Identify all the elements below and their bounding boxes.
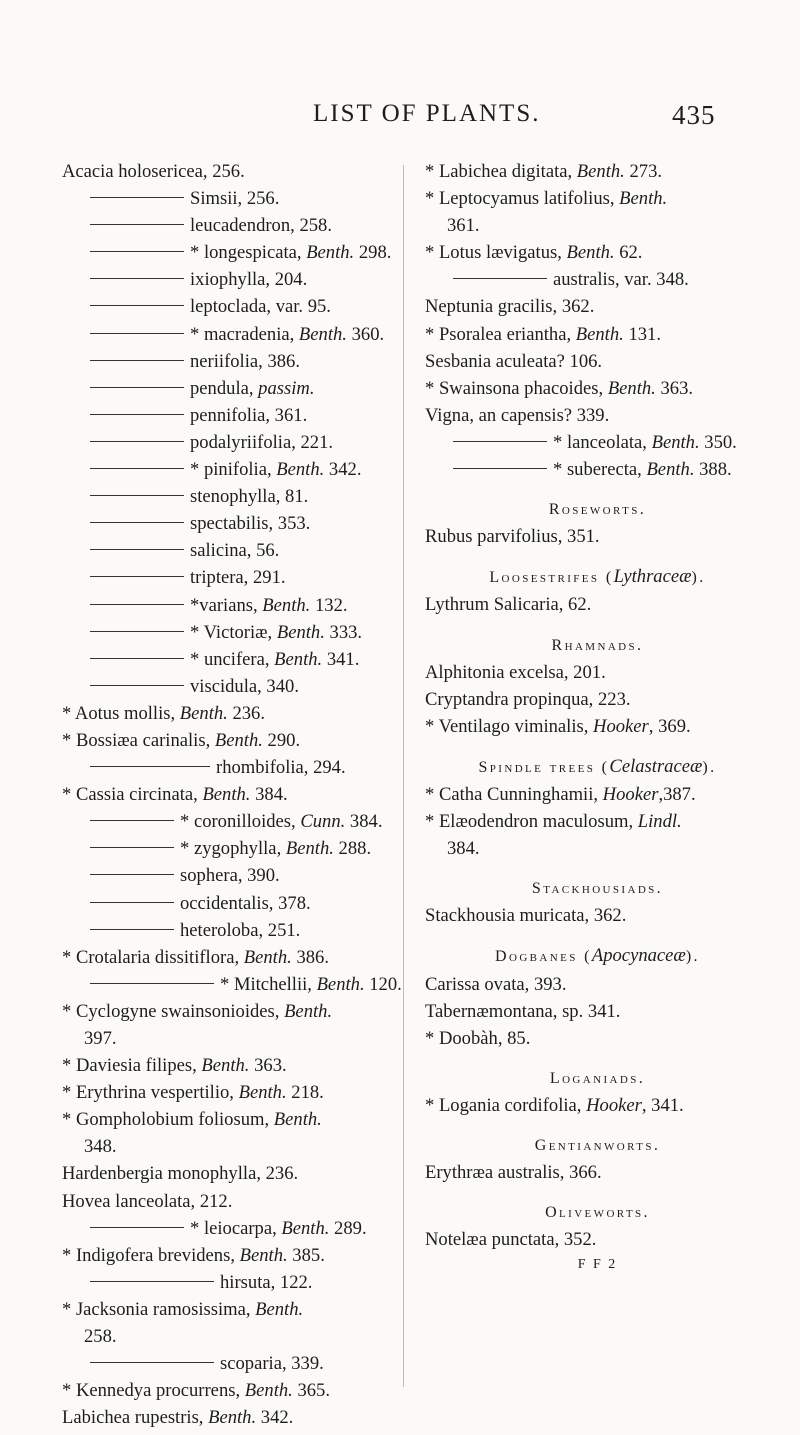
index-entry: [425, 185, 770, 212]
authority-italic: Celastraceæ: [609, 755, 703, 777]
entry-text: 348.: [84, 1136, 117, 1158]
entry-tail: 385.: [287, 1244, 325, 1266]
authority-italic: passim.: [258, 377, 315, 399]
entry-text: salicina, 56.: [190, 540, 280, 562]
index-entry: [62, 998, 397, 1025]
entry-tail: 218.: [286, 1082, 324, 1104]
index-entry: [62, 212, 397, 239]
index-entry: [62, 239, 397, 266]
authority-italic: Apocynaceæ: [591, 945, 686, 967]
index-entry: [425, 1226, 770, 1253]
authority-italic: Benth.: [651, 431, 700, 453]
entry-text: * leiocarpa,: [190, 1217, 282, 1239]
index-entry: [62, 890, 397, 917]
section-heading: [425, 1065, 770, 1092]
entry-tail: 363.: [249, 1055, 287, 1077]
index-entry: [425, 781, 770, 808]
index-entry: [62, 321, 397, 348]
index-entry: [425, 591, 770, 618]
ditto-dash: [90, 333, 184, 334]
entry-text: Tabernæmontana, sp. 341.: [425, 1000, 621, 1022]
entry-text: * Mitchellii,: [220, 973, 317, 995]
entry-text: * Crotalaria dissitiflora,: [62, 946, 244, 968]
index-entry: [425, 266, 770, 293]
entry-text: Alphitonia excelsa, 201.: [425, 661, 606, 683]
entry-text: * coronilloides,: [180, 811, 301, 833]
entry-text: heteroloba, 251.: [180, 919, 301, 941]
index-entry: [62, 293, 397, 320]
entry-text: Gentianworts.: [534, 1137, 661, 1154]
ditto-dash: [90, 1281, 214, 1282]
entry-text: * Elæodendron maculosum,: [425, 811, 638, 833]
ditto-dash: [90, 468, 184, 469]
ditto-dash: [90, 360, 184, 361]
entry-text: spectabilis, 353.: [190, 513, 311, 535]
entry-text: Sesbania aculeata? 106.: [425, 350, 603, 372]
section-heading: [425, 753, 770, 781]
index-entry: [62, 808, 397, 835]
index-entry: [62, 1052, 397, 1079]
index-entry: [62, 483, 397, 510]
entry-text: Neptunia gracilis, 362.: [425, 296, 595, 318]
entry-text: * longespicata,: [190, 242, 307, 264]
entry-text: Carissa ovata, 393.: [425, 973, 567, 995]
index-entry: [62, 510, 397, 537]
authority-italic: Benth.: [238, 1082, 287, 1104]
ditto-dash: [90, 658, 184, 659]
page-number: 435: [672, 100, 716, 130]
entry-tail: 384.: [345, 811, 383, 833]
entry-text: Spindle trees (: [478, 758, 610, 776]
entry-text: 361.: [447, 215, 480, 237]
entry-text: Loosestrifes (: [489, 569, 614, 587]
entry-text: * Aotus mollis,: [62, 702, 180, 724]
entry-text: * Daviesia filipes,: [62, 1055, 202, 1077]
index-entry: [62, 402, 397, 429]
authority-italic: Lindl.: [637, 811, 682, 833]
entry-tail: 62.: [614, 242, 643, 264]
entry-text: * zygophylla,: [180, 838, 286, 860]
entry-tail: ,387.: [658, 783, 696, 805]
ditto-dash: [90, 522, 184, 523]
entry-text: * Gompholobium foliosum,: [62, 1109, 274, 1131]
authority-italic: Benth.: [646, 459, 695, 481]
authority-italic: Benth.: [262, 594, 311, 616]
index-entry: [62, 266, 397, 293]
index-entry: [425, 293, 770, 320]
entry-tail: 388.: [694, 459, 732, 481]
ditto-dash: [90, 820, 174, 821]
entry-tail: 363.: [655, 377, 694, 399]
entry-text: * Catha Cunninghamii,: [425, 783, 603, 805]
ditto-dash: [90, 874, 174, 875]
section-heading: [425, 632, 770, 659]
entry-text: Erythræa australis, 366.: [425, 1162, 602, 1184]
authority-italic: Lythraceæ: [613, 566, 692, 588]
authority-italic: Benth.: [243, 946, 292, 968]
authority-italic: Benth.: [274, 648, 323, 670]
entry-text: Dogbanes (: [495, 948, 592, 966]
entry-text: leucadendron, 258.: [190, 215, 332, 237]
authority-italic: Hooker: [593, 715, 649, 737]
entry-continuation: [62, 1323, 397, 1350]
index-entry: [425, 375, 770, 402]
entry-text: * pinifolia,: [190, 459, 277, 481]
ditto-dash: [453, 468, 547, 469]
section-heading: [425, 875, 770, 902]
entry-tail: 131.: [623, 323, 661, 345]
ditto-dash: [90, 766, 210, 767]
section-heading: [425, 1199, 770, 1226]
index-entry: [425, 456, 770, 483]
ditto-dash: [453, 441, 547, 442]
entry-text: * Cyclogyne swainsonioides,: [62, 1000, 285, 1022]
ditto-dash: [90, 983, 214, 984]
entry-tail: 298.: [354, 242, 392, 264]
index-entry: [425, 429, 770, 456]
entry-tail: 365.: [292, 1380, 330, 1402]
index-entry: [62, 971, 402, 998]
entry-tail: ).: [691, 569, 706, 587]
entry-text: * Psoralea eriantha,: [425, 323, 576, 345]
entry-text: * Kennedya procurrens,: [62, 1380, 245, 1402]
authority-italic: Benth.: [239, 1244, 288, 1266]
index-entry: [425, 402, 770, 429]
authority-italic: Benth.: [281, 1217, 330, 1239]
entry-text: hirsuta, 122.: [220, 1271, 313, 1293]
entry-text: * Lotus lævigatus,: [425, 242, 567, 264]
index-entry: [62, 835, 397, 862]
entry-text: triptera, 291.: [190, 567, 286, 589]
section-heading: [425, 942, 770, 970]
entry-text: podalyriifolia, 221.: [190, 431, 334, 453]
ditto-dash: [90, 197, 184, 198]
ditto-dash: [90, 1227, 184, 1228]
index-entry: [62, 619, 397, 646]
entry-tail: 360.: [346, 323, 385, 345]
index-entry: [62, 375, 397, 402]
entry-tail: 289.: [329, 1217, 367, 1239]
ditto-dash: [90, 631, 184, 632]
entry-text: * Indigofera brevidens,: [62, 1244, 240, 1266]
section-heading: [425, 563, 770, 591]
authority-italic: Benth.: [306, 242, 355, 264]
index-entry: [62, 917, 397, 944]
authority-italic: Benth.: [566, 242, 615, 264]
entry-tail: ).: [685, 948, 700, 966]
index-entry: [62, 754, 397, 781]
ditto-dash: [90, 305, 184, 306]
ditto-dash: [90, 1362, 214, 1363]
entry-text: Labichea rupestris,: [62, 1407, 209, 1429]
entry-text: Stackhousiads.: [531, 880, 664, 898]
entry-tail: 342.: [324, 459, 362, 481]
index-entry: [62, 646, 397, 673]
entry-tail: 341.: [322, 648, 360, 670]
ditto-dash: [90, 224, 184, 225]
index-entry: [62, 348, 397, 375]
index-entry: [425, 321, 770, 348]
entry-text: *varians,: [190, 594, 263, 616]
ditto-dash: [90, 847, 174, 848]
entry-text: ixiophylla, 204.: [190, 269, 308, 291]
entry-text: 397.: [84, 1028, 117, 1049]
entry-tail: ).: [702, 758, 717, 776]
entry-text: occidentalis, 378.: [180, 892, 311, 914]
index-entry: [62, 862, 397, 889]
entry-tail: 132.: [310, 594, 348, 616]
index-entry: [62, 700, 397, 727]
entry-text: leptoclada, var. 95.: [190, 296, 331, 318]
entry-text: Notelæa punctata, 352.: [425, 1229, 597, 1251]
entry-text: 384.: [447, 838, 480, 860]
authority-italic: Benth.: [284, 1000, 333, 1022]
section-heading: [425, 1132, 770, 1159]
authority-italic: Benth.: [607, 377, 656, 399]
entry-text: * lanceolata,: [553, 431, 652, 453]
entry-tail: 333.: [324, 621, 363, 643]
entry-text: Hovea lanceolata, 212.: [62, 1190, 233, 1212]
entry-tail: , 369.: [648, 715, 691, 737]
column-divider: [403, 165, 404, 1387]
page-title: LIST OF PLANTS.: [313, 100, 541, 127]
entry-text: * uncifera,: [190, 648, 275, 670]
index-entry: [62, 592, 397, 619]
entry-text: pendula,: [190, 377, 259, 399]
authority-italic: Benth.: [273, 1109, 322, 1131]
index-entry: [62, 537, 397, 564]
entry-continuation: [425, 212, 770, 239]
index-entry: [425, 686, 770, 713]
entry-text: Rubus parvifolius, 351.: [425, 526, 600, 548]
entry-text: * Jacksonia ramosissima,: [62, 1298, 256, 1320]
ditto-dash: [90, 495, 184, 496]
entry-text: 258.: [84, 1326, 117, 1348]
index-entry: [62, 1242, 397, 1269]
authority-italic: Hooker: [586, 1094, 642, 1116]
entry-text: * Ventilago viminalis,: [425, 715, 594, 737]
entry-text: * macradenia,: [190, 323, 299, 345]
authority-italic: Benth.: [575, 323, 624, 345]
entry-tail: 120.: [364, 973, 402, 995]
authority-italic: Benth.: [619, 188, 668, 210]
entry-text: Acacia holosericea, 256.: [62, 161, 245, 182]
ditto-dash: [90, 387, 184, 388]
authority-italic: Benth.: [201, 1055, 250, 1077]
index-entry: [62, 1269, 397, 1296]
entry-text: sophera, 390.: [180, 865, 280, 887]
index-entry: [62, 1377, 397, 1404]
index-entry: [425, 348, 770, 375]
authority-italic: Benth.: [316, 973, 365, 995]
index-entry: [425, 971, 770, 998]
entry-text: * Leptocyamus latifolius,: [425, 188, 620, 210]
index-entry: [62, 158, 397, 185]
entry-text: * suberecta,: [553, 459, 647, 481]
entry-text: Loganiads.: [549, 1069, 646, 1087]
entry-text: Cryptandra propinqua, 223.: [425, 688, 631, 710]
entry-text: Roseworts.: [548, 501, 647, 519]
entry-text: australis, var. 348.: [553, 269, 689, 291]
authority-italic: Cunn.: [300, 811, 346, 833]
entry-text: Stackhousia muricata, 362.: [425, 905, 627, 927]
authority-italic: Benth.: [244, 1380, 293, 1402]
entry-text: Rhamnads.: [551, 636, 644, 654]
index-entry: [62, 564, 397, 591]
entry-text: Hardenbergia monophylla, 236.: [62, 1163, 299, 1185]
index-entry: [425, 158, 770, 185]
authority-italic: Benth.: [576, 161, 625, 182]
index-entry: [62, 1296, 397, 1323]
ditto-dash: [90, 278, 184, 279]
authority-italic: Benth.: [214, 729, 263, 751]
index-entry: [425, 239, 770, 266]
right-column: [425, 158, 770, 1278]
index-entry: [425, 659, 770, 686]
left-column: [62, 158, 402, 1431]
entry-text: neriifolia, 386.: [190, 350, 300, 372]
entry-continuation: [62, 1133, 397, 1160]
entry-continuation: [425, 835, 770, 862]
index-entry: [62, 185, 397, 212]
authority-italic: Benth.: [202, 784, 251, 806]
index-entry: [62, 1106, 397, 1133]
section-heading: [425, 496, 770, 523]
ditto-dash: [90, 902, 174, 903]
authority-italic: Benth.: [298, 323, 347, 345]
entry-text: * Erythrina vespertilio,: [62, 1082, 239, 1104]
index-entry: [62, 781, 397, 808]
entry-tail: 273.: [624, 161, 663, 182]
entry-text: * Bossiæa carinalis,: [62, 729, 215, 751]
authority-italic: Benth.: [276, 621, 325, 643]
entry-continuation: [62, 1025, 397, 1052]
entry-text: * Swainsona phacoides,: [425, 377, 608, 399]
entry-tail: 288.: [333, 838, 372, 860]
entry-text: stenophylla, 81.: [190, 486, 309, 508]
index-entry: [62, 944, 397, 971]
entry-text: rhombifolia, 294.: [216, 757, 346, 779]
ditto-dash: [453, 278, 547, 279]
right-entries: [425, 158, 770, 1253]
index-entry: [62, 673, 397, 700]
authority-italic: Benth.: [179, 702, 228, 724]
ditto-dash: [90, 604, 184, 605]
ditto-dash: [90, 414, 184, 415]
index-entry: [62, 1215, 397, 1242]
entry-text: * Victoriæ,: [190, 621, 277, 643]
authority-italic: Benth.: [276, 459, 325, 481]
index-entry: [425, 902, 770, 929]
signature-mark: F F 2: [577, 1257, 618, 1273]
ditto-dash: [90, 549, 184, 550]
entry-tail: 384.: [250, 784, 288, 806]
index-entry: [425, 1092, 770, 1119]
entry-text: * Cassia circinata,: [62, 784, 203, 806]
index-entry: [62, 429, 397, 456]
index-entry: [425, 523, 770, 550]
entry-text: Oliveworts.: [545, 1204, 650, 1222]
entry-tail: , 341.: [641, 1094, 684, 1116]
ditto-dash: [90, 929, 174, 930]
entry-text: * Logania cordifolia,: [425, 1094, 587, 1116]
authority-italic: Hooker: [602, 783, 659, 805]
ditto-dash: [90, 685, 184, 686]
ditto-dash: [90, 251, 184, 252]
index-entry: [62, 1350, 397, 1377]
index-entry: [62, 1404, 397, 1431]
entry-text: viscidula, 340.: [190, 675, 299, 697]
entry-text: scoparia, 339.: [220, 1353, 324, 1375]
index-entry: [62, 1160, 397, 1187]
entry-text: Simsii, 256.: [190, 188, 280, 210]
entry-text: Vigna, an capensis? 339.: [425, 404, 610, 426]
authority-italic: Benth.: [255, 1298, 304, 1320]
index-entry: [425, 1159, 770, 1186]
index-entry: [62, 1079, 397, 1106]
index-entry: [62, 727, 397, 754]
index-entry: [62, 456, 397, 483]
entry-tail: 342.: [256, 1407, 294, 1429]
entry-text: * Doobàh, 85.: [425, 1027, 531, 1049]
authority-italic: Benth.: [285, 838, 334, 860]
index-entry: [62, 1188, 397, 1215]
entry-tail: 236.: [227, 702, 265, 724]
index-entry: [425, 713, 770, 740]
index-entry: [425, 1025, 770, 1052]
entry-text: * Labichea digitata,: [425, 161, 577, 182]
entry-text: pennifolia, 361.: [190, 404, 308, 426]
entry-tail: 290.: [262, 729, 301, 751]
ditto-dash: [90, 441, 184, 442]
entry-text: Lythrum Salicaria, 62.: [425, 594, 592, 616]
ditto-dash: [90, 576, 184, 577]
running-header: [0, 100, 800, 140]
index-entry: [425, 998, 770, 1025]
entry-tail: 386.: [291, 946, 329, 968]
index-entry: [425, 808, 770, 835]
entry-tail: 350.: [699, 431, 737, 453]
authority-italic: Benth.: [208, 1407, 257, 1429]
